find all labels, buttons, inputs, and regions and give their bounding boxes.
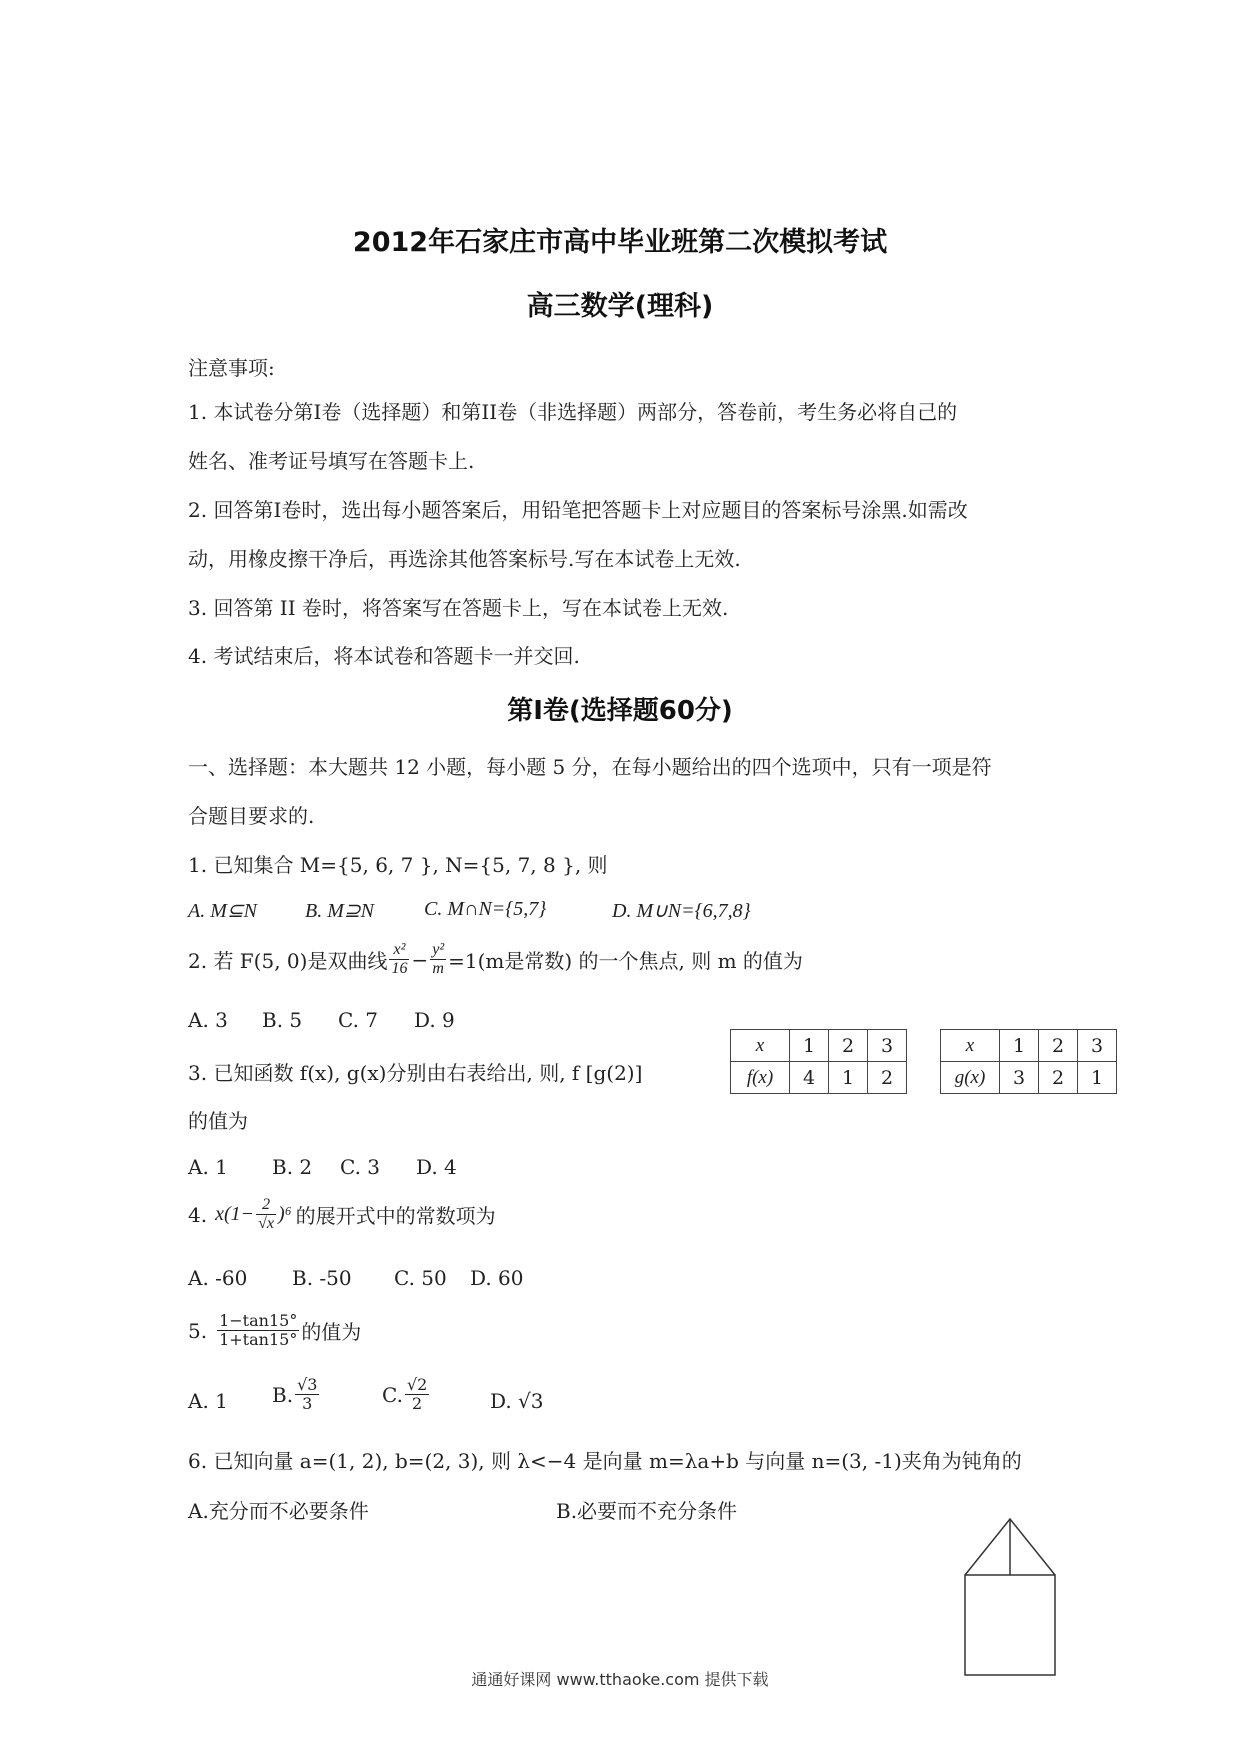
- q5-option-b: [272, 1376, 321, 1413]
- question-1-stem: 1. 已知集合 M={5, 6, 7 }, N={5, 7, 8 }, 则: [188, 853, 608, 877]
- q5-c-den: 2: [412, 1394, 423, 1413]
- q2-fraction-x: [389, 941, 409, 978]
- table-cell: 3: [1078, 1030, 1117, 1062]
- table-cell: 1: [1078, 1062, 1117, 1094]
- exam-title: 2012年石家庄市高中毕业班第二次模拟考试: [352, 227, 888, 258]
- q5-prefix: 5.: [188, 1318, 208, 1343]
- section-intro: 一、选择题：本大题共 12 小题，每小题 5 分，在每小题给出的四个选项中，只有一项是符: [188, 755, 992, 779]
- table-row: [941, 1030, 1117, 1062]
- table-row: [941, 1062, 1117, 1094]
- question-6-stem: 6. 已知向量 a=(1, 2), b=(2, 3), 则 λ<−4 是向量 m=λa+b 与向量 n=(3, -1)夹角为钝角的: [188, 1449, 1022, 1473]
- q5-frac-den: 1+tan15°: [219, 1330, 298, 1349]
- table-cell: 1: [829, 1062, 868, 1094]
- notice-line: 4. 考试结束后，将本试卷和答题卡一并交回.: [188, 644, 580, 668]
- notice-line: 3. 回答第 II 卷时，将答案写在答题卡上，写在本试卷上无效.: [188, 596, 729, 620]
- q6-option-a: A.充分而不必要条件: [188, 1499, 369, 1523]
- q4-option-b: B. -50: [292, 1266, 352, 1290]
- q4-option-a: A. -60: [188, 1266, 248, 1290]
- geometry-figure: [955, 1515, 1065, 1685]
- q1-option-a: A. M⊆N: [188, 900, 257, 922]
- q4-expr-pre: x(1−: [215, 1203, 255, 1225]
- table-cell: 3: [868, 1030, 907, 1062]
- q6-option-b: B.必要而不充分条件: [556, 1499, 738, 1523]
- q5-c-label: C.: [382, 1382, 403, 1407]
- q3-option-c: C. 3: [340, 1155, 381, 1179]
- q2-suffix: =1(m是常数) 的一个焦点, 则 m 的值为: [448, 949, 803, 973]
- q5-b-fraction: [295, 1376, 319, 1413]
- q4-option-d: D. 60: [470, 1266, 524, 1290]
- q4-option-c: C. 50: [394, 1266, 447, 1290]
- q5-option-d: D. √3: [490, 1389, 544, 1413]
- q4-prefix: 4.: [188, 1202, 208, 1227]
- q5-option-a: A. 1: [188, 1389, 228, 1413]
- table-cell: f(x): [731, 1062, 790, 1094]
- q1-option-c: C. M∩N={5,7}: [424, 898, 547, 920]
- q5-c-fraction: [405, 1376, 429, 1413]
- question-2-stem: [188, 941, 803, 978]
- table-cell: 1: [1000, 1030, 1039, 1062]
- q3-option-a: A. 1: [188, 1155, 228, 1179]
- q5-b-num: √3: [297, 1375, 318, 1394]
- q2-frac1-den: 16: [391, 960, 408, 977]
- table-cell: 2: [829, 1030, 868, 1062]
- section-intro: 合题目要求的.: [188, 804, 315, 828]
- table-row: [731, 1062, 907, 1094]
- q2-frac2-num: y²: [432, 941, 445, 958]
- table-cell: x: [941, 1030, 1000, 1062]
- question-4-stem: [188, 1196, 496, 1233]
- q5-fraction: [217, 1312, 299, 1349]
- q3-option-d: D. 4: [416, 1155, 457, 1179]
- table-cell: 1: [790, 1030, 829, 1062]
- table-cell: 2: [1039, 1030, 1078, 1062]
- q5-b-den: 3: [302, 1394, 313, 1413]
- q2-frac1-num: x²: [389, 941, 409, 960]
- notice-line: 1. 本试卷分第Ⅰ卷（选择题）和第II卷（非选择题）两部分，答卷前，考生务必将自己的: [188, 400, 958, 424]
- question-3-stem: 3. 已知函数 f(x), g(x)分别由右表给出, 则, f [g(2)]: [188, 1061, 643, 1085]
- q4-suffix: 的展开式中的常数项为: [295, 1204, 496, 1228]
- notice-line: 姓名、准考证号填写在答题卡上.: [188, 449, 475, 473]
- q5-frac-num: 1−tan15°: [219, 1311, 298, 1330]
- q1-option-b: B. M⊇N: [305, 900, 374, 922]
- table-g: [940, 1029, 1117, 1094]
- q2-fraction-y: [430, 941, 446, 978]
- table-cell: x: [731, 1030, 790, 1062]
- q2-frac2-den: m: [432, 960, 444, 977]
- section-heading: 第Ⅰ卷(选择题60分): [507, 696, 733, 726]
- q2-option-a: A. 3: [188, 1008, 228, 1032]
- q4-expr-post: )⁶: [278, 1203, 292, 1225]
- q4-frac-den: √x: [258, 1215, 275, 1232]
- footer-source: 通通好课网 www.tthaoke.com 提供下载: [471, 1670, 769, 1689]
- question-3-stem-cont: 的值为: [188, 1109, 248, 1133]
- question-5-stem: [188, 1312, 361, 1349]
- exam-subtitle: 高三数学(理科): [526, 291, 714, 322]
- table-f: [730, 1029, 907, 1094]
- notice-heading: 注意事项:: [188, 356, 275, 380]
- q5-option-c: [382, 1376, 431, 1413]
- q5-suffix: 的值为: [301, 1320, 362, 1344]
- q5-c-num: √2: [406, 1375, 428, 1394]
- q1-option-d: D. M∪N={6,7,8}: [612, 900, 751, 922]
- q2-option-b: B. 5: [262, 1008, 303, 1032]
- notice-line: 动，用橡皮擦干净后，再选涂其他答案标号.写在本试卷上无效.: [188, 547, 741, 571]
- table-cell: 2: [1039, 1062, 1078, 1094]
- q2-minus: −: [411, 947, 429, 972]
- table-cell: 2: [868, 1062, 907, 1094]
- q2-option-c: C. 7: [338, 1008, 379, 1032]
- table-row: [731, 1030, 907, 1062]
- q5-b-label: B.: [272, 1382, 294, 1407]
- q4-frac-num: 2: [256, 1196, 276, 1215]
- notice-line: 2. 回答第Ⅰ卷时，选出每小题答案后，用铅笔把答题卡上对应题目的答案标号涂黑.如需改: [188, 498, 968, 522]
- table-cell: 4: [790, 1062, 829, 1094]
- table-cell: g(x): [941, 1062, 1000, 1094]
- q2-option-d: D. 9: [414, 1008, 455, 1032]
- q2-prefix: 2. 若 F(5, 0)是双曲线: [188, 949, 388, 973]
- q3-option-b: B. 2: [272, 1155, 313, 1179]
- q4-fraction: [256, 1196, 276, 1233]
- table-cell: 3: [1000, 1062, 1039, 1094]
